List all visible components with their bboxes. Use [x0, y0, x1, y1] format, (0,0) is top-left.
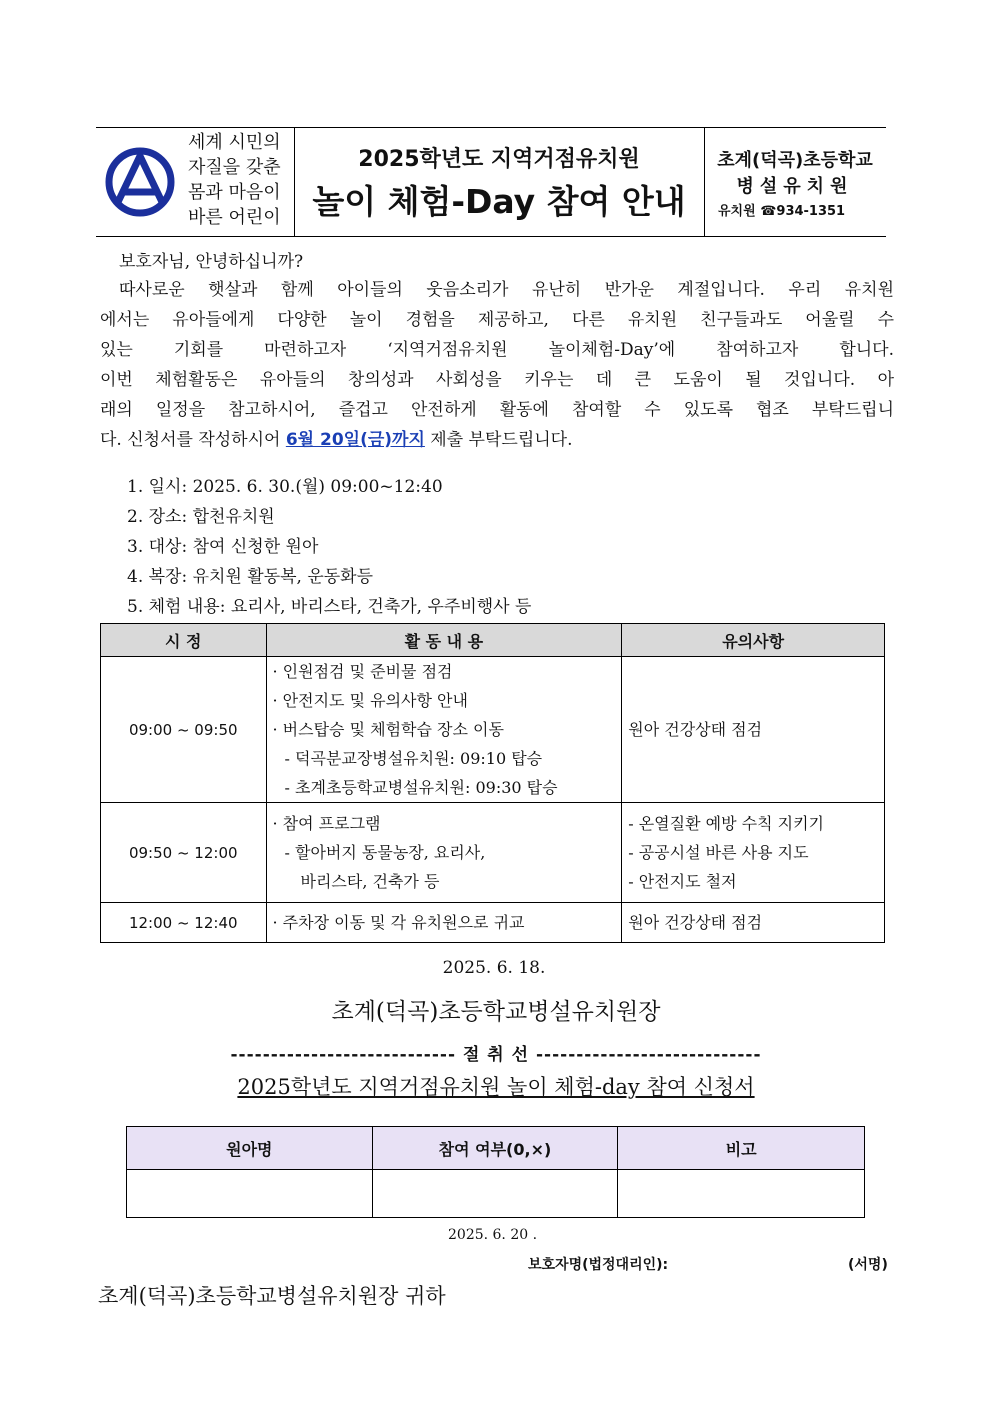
info-item-date: 1. 일시: 2025. 6. 30.(월) 09:00~12:40: [127, 477, 443, 497]
school-cell: [704, 128, 886, 236]
activity-line: · 참여 프로그램: [272, 814, 381, 833]
info-item-content: 5. 체험 내용: 요리사, 바리스타, 건축가, 우주비행사 등: [127, 597, 532, 617]
schedule-table: [100, 623, 885, 943]
info-item-clothes: 4. 복장: 유치원 활동복, 운동화등: [127, 567, 374, 587]
note-line: - 온열질환 예방 수칙 지키기: [628, 814, 825, 833]
note-line: 원아 건강상태 점검: [628, 913, 763, 932]
activity-line: - 덕곡분교장병설유치원: 09:10 탑승: [284, 749, 543, 768]
application-table: [126, 1126, 865, 1218]
activity-cell: [266, 657, 622, 803]
body-text: 다. 신청서를 작성하시어: [100, 430, 286, 450]
signer: 초계(덕곡)초등학교병설유치원장: [331, 999, 661, 1025]
table-row: [101, 903, 885, 943]
motto-line: 세계 시민의: [188, 132, 281, 153]
remarks-field[interactable]: [618, 1170, 865, 1218]
document-header: [96, 127, 886, 237]
notes-cell: [622, 657, 885, 803]
recipient: 초계(덕곡)초등학교병설유치원장 귀하: [98, 1284, 446, 1308]
column-header: 시 정: [101, 624, 267, 657]
motto-line: 자질을 갖춘: [188, 157, 281, 178]
notes-cell: [622, 803, 885, 903]
note-line: - 공공시설 바른 사용 지도: [628, 843, 809, 862]
activity-line: · 버스탑승 및 체험학습 장소 이동: [272, 720, 504, 739]
body-paragraph: [100, 275, 894, 455]
activity-line: · 안전지도 및 유의사항 안내: [272, 691, 468, 710]
table-header-row: [101, 624, 885, 657]
notice-date: 2025. 6. 18.: [442, 958, 546, 978]
table-header-row: [127, 1127, 865, 1170]
body-line: 있는 기회를 마련하고자 ‘지역거점유치원 놀이체험-Day’에 참여하고자 합니다.: [100, 340, 894, 360]
time-cell: 12:00 ~ 12:40: [101, 903, 267, 943]
note-line: - 안전지도 철저: [628, 872, 737, 891]
body-line: 에서는 유아들에게 다양한 놀이 경험을 제공하고, 다른 유치원 친구들과도 어울릴 수: [100, 310, 894, 330]
info-item-target: 3. 대상: 참여 신청한 원아: [127, 537, 319, 557]
column-header: 참여 여부(0,×): [372, 1127, 618, 1170]
child-name-field[interactable]: [127, 1170, 373, 1218]
activity-cell: [266, 903, 622, 943]
note-line: 원아 건강상태 점검: [628, 720, 763, 739]
activity-line: - 할아버지 동물농장, 요리사,: [284, 843, 486, 862]
form-title: [0, 1071, 992, 1101]
title-line-1: 2025학년도 지역거점유치원: [358, 147, 640, 172]
body-line: 래의 일정을 참고하시어, 즐겁고 안전하게 활동에 참여할 수 있도록 협조 부탁드립니: [100, 400, 894, 420]
notes-cell: [622, 903, 885, 943]
title-cell: [294, 128, 705, 236]
motto-line: 바른 어린이: [188, 207, 281, 228]
form-date: 2025. 6. 20 .: [448, 1227, 538, 1243]
school-name: 초계(덕곡)초등학교: [717, 150, 873, 171]
table-row: [127, 1170, 865, 1218]
table-row: [101, 657, 885, 803]
body-line-last: [100, 425, 894, 455]
school-phone: 유치원 ☎934-1351: [718, 204, 846, 219]
school-logo-icon: [104, 146, 176, 218]
body-text: 제출 부탁드립니다.: [424, 430, 573, 450]
motto-cell: [96, 128, 295, 236]
activity-line: - 초계초등학교병설유치원: 09:30 탑승: [284, 778, 558, 797]
participation-field[interactable]: [372, 1170, 618, 1218]
column-header: 비고: [618, 1127, 865, 1170]
body-line: 이번 체험활동은 유아들의 창의성과 사회성을 키우는 데 큰 도움이 될 것입니다. 아: [100, 370, 894, 390]
time-cell: 09:50 ~ 12:00: [101, 803, 267, 903]
table-row: [101, 803, 885, 903]
activity-line: · 주차장 이동 및 각 유치원으로 귀교: [272, 913, 525, 932]
deadline-text: 6월 20일(금)까지: [285, 430, 425, 450]
time-cell: 09:00 ~ 09:50: [101, 657, 267, 803]
activity-line: · 인원점검 및 준비물 점검: [272, 662, 453, 681]
info-item-place: 2. 장소: 합천유치원: [127, 507, 275, 527]
motto-line: 몸과 마음이: [188, 182, 281, 203]
form-title-text: 2025학년도 지역거점유치원 놀이 체험-day 참여 신청서: [237, 1075, 755, 1099]
body-line: 따사로운 햇살과 함께 아이들의 웃음소리가 유난히 반가운 계절입니다. 우리 유치원: [119, 280, 894, 300]
greeting: 보호자님, 안녕하십니까?: [119, 252, 304, 272]
column-header: 원아명: [127, 1127, 373, 1170]
column-header: 활 동 내 용: [266, 624, 622, 657]
activity-line: 바리스타, 건축가 등: [300, 872, 440, 891]
column-header: 유의사항: [622, 624, 885, 657]
guardian-label: 보호자명(법정대리인):: [528, 1257, 669, 1273]
cut-line: ---------------------------- 절 취 선 ----------------------------: [230, 1045, 762, 1065]
sign-label: (서명): [848, 1257, 888, 1273]
activity-cell: [266, 803, 622, 903]
kindergarten-name: 병설유치원: [736, 176, 854, 197]
page-title: 놀이 체험-Day 참여 안내: [312, 182, 686, 221]
